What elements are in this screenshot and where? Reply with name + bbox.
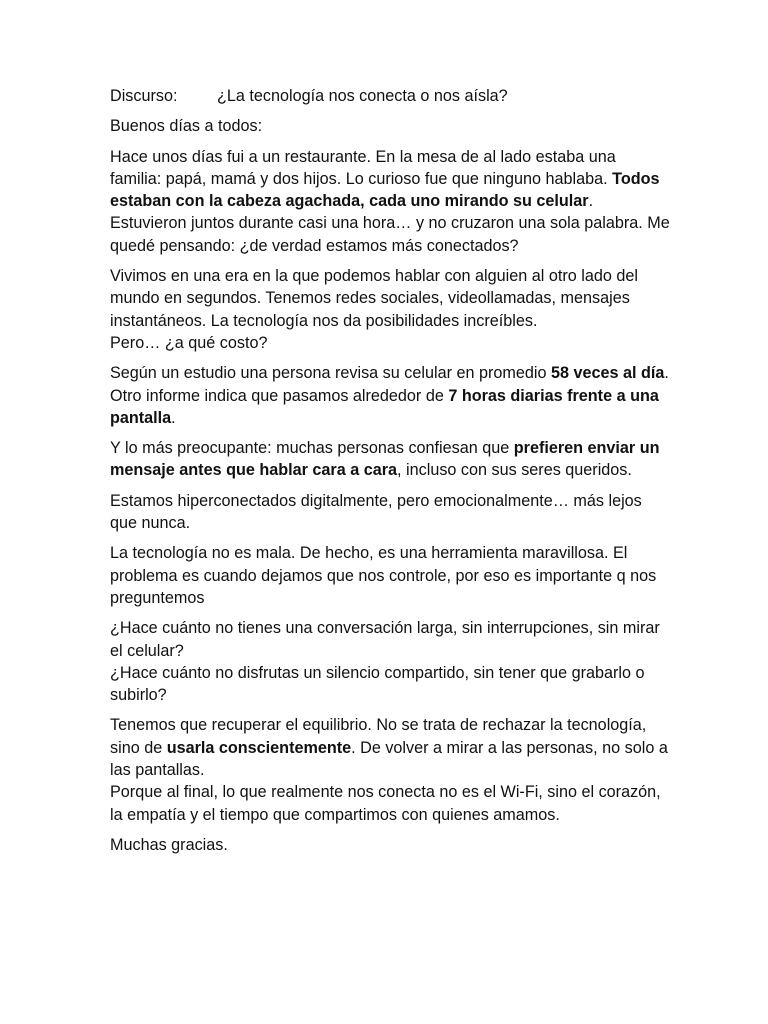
closing: Muchas gracias. bbox=[110, 835, 228, 854]
paragraph-text: . De volver a mirar a las personas, no solo a las pantallas. bbox=[110, 738, 668, 780]
bold-phrase: 7 horas diarias frente a una pantalla bbox=[110, 386, 659, 427]
paragraph-technology-not-bad: La tecnología no es mala. De hecho, es una herramienta maravillosa. El problema es cuando dejamos que nos controle, por eso es importante q nos preguntemos bbox=[110, 544, 657, 607]
paragraph-era bbox=[110, 265, 670, 354]
paragraph-text: . bbox=[171, 408, 176, 427]
paragraph-text: Porque al final, lo que realmente nos conecta no es el Wi-Fi, sino el corazón, la empatía y el tiempo que compartimos con quienes amamos. bbox=[110, 783, 661, 824]
bold-phrase: 58 veces al día bbox=[550, 364, 665, 383]
paragraph-hyperconnected: Estamos hiperconectados digitalmente, pero emocionalmente… más lejos que nunca. bbox=[110, 491, 642, 533]
paragraph-text: . Estuvieron juntos durante casi una hora… y no cruzaron una sola palabra. Me quedé pensando: ¿de verdad estamos más conectados? bbox=[110, 192, 670, 255]
paragraph-text: Y lo más preocupante: muchas personas confiesan que bbox=[110, 439, 514, 458]
speech-label: Discurso: bbox=[110, 87, 178, 105]
paragraph-text: ¿Hace cuánto no disfrutas un silencio compartido, sin tener que grabarlo o subirlo? bbox=[110, 663, 645, 705]
paragraph-text: Según un estudio una persona revisa su celular en promedio bbox=[110, 364, 551, 383]
paragraph-questions bbox=[110, 617, 670, 706]
paragraph-text: , incluso con sus seres queridos. bbox=[397, 461, 632, 480]
paragraph-text: Vivimos en una era en la que podemos hablar con alguien al otro lado del mundo en segundos. Tenemos redes sociales, videollamadas, mensajes instantáneos. La tecnología nos da posibilidades increíbles. bbox=[110, 267, 638, 330]
bold-phrase: prefieren enviar un mensaje antes que hablar cara a cara bbox=[110, 439, 660, 480]
greeting: Buenos días a todos: bbox=[110, 117, 263, 136]
speech-title: ¿La tecnología nos conecta o nos aísla? bbox=[217, 87, 508, 105]
paragraph-text: Tenemos que recuperar el equilibrio. No se trata de rechazar la tecnología, sino de bbox=[110, 716, 647, 757]
paragraph-balance bbox=[110, 714, 670, 825]
paragraph-restaurant bbox=[110, 146, 670, 257]
paragraph-text: . Otro informe indica que pasamos alrededor de bbox=[110, 364, 669, 405]
paragraph-statistics bbox=[110, 362, 670, 429]
paragraph-text: Pero… ¿a qué costo? bbox=[110, 333, 268, 352]
paragraph-text: Hace unos días fui a un restaurante. En la mesa de al lado estaba una familia: papá, mamá y dos hijos. Lo curioso fue que ninguno hablaba. bbox=[110, 147, 616, 188]
bold-phrase: usarla conscientemente bbox=[166, 738, 352, 757]
speech-heading bbox=[110, 85, 670, 107]
paragraph-concern bbox=[110, 437, 670, 482]
bold-phrase: Todos estaban con la cabeza agachada, cada uno mirando su celular bbox=[110, 169, 660, 211]
paragraph-text: ¿Hace cuánto no tienes una conversación larga, sin interrupciones, sin mirar el celular? bbox=[110, 619, 660, 660]
document-body bbox=[110, 85, 670, 864]
